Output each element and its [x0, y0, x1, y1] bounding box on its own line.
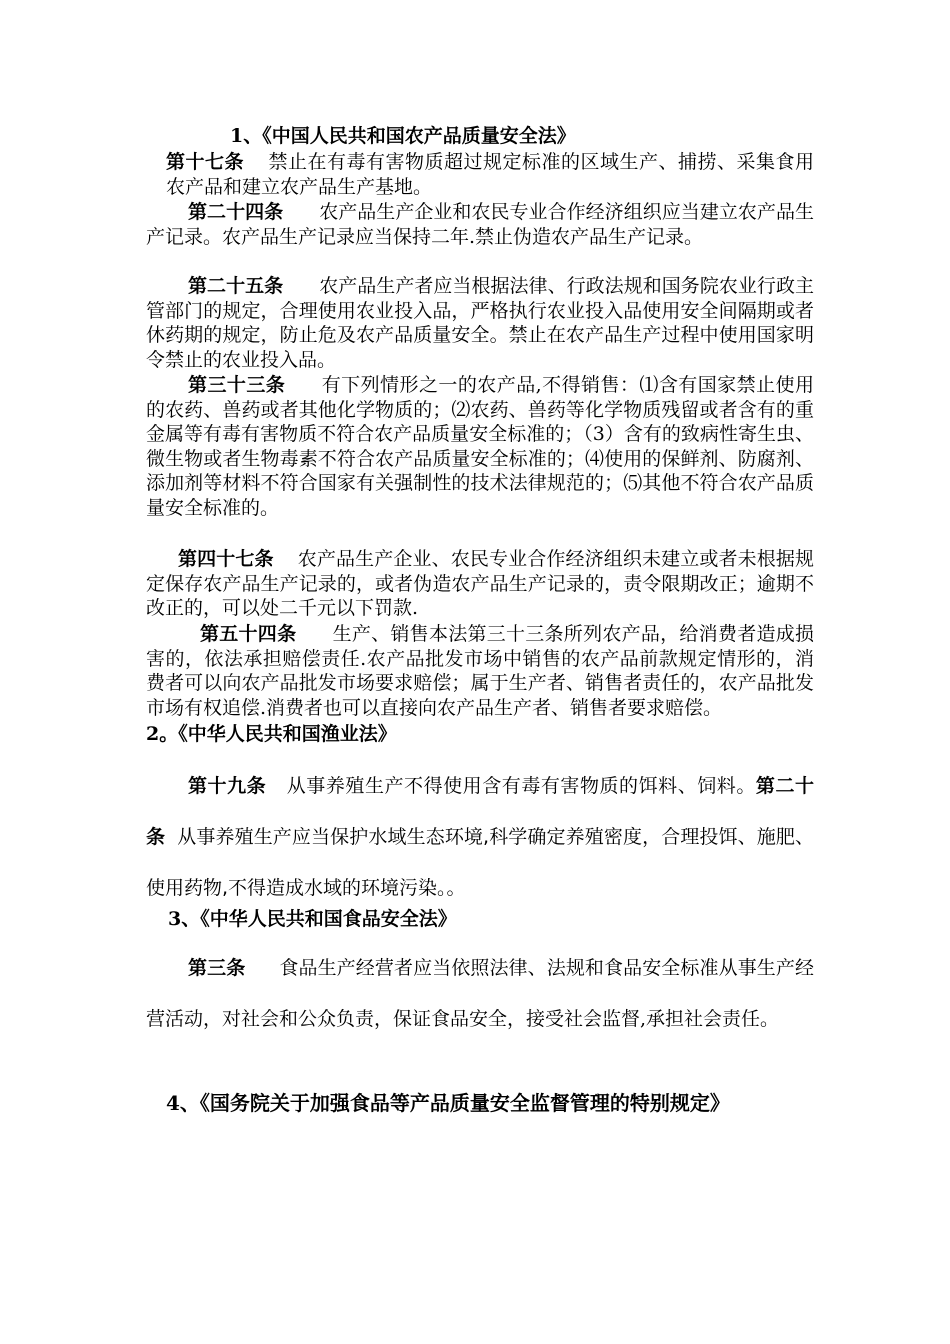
law2-heading: 2。《中华人民共和国渔业法》: [146, 723, 397, 745]
law1-heading: 1、《中国人民共和国农产品质量安全法》: [230, 125, 576, 147]
article-3-text: 食品生产经营者应当依照法律、法规和食品安全标准从事生产经营活动，对社会和公众负责，保证食品安全，接受社会监督,承担社会责任。: [146, 957, 814, 1030]
article-54-title: 第五十四条: [200, 623, 297, 645]
article-24-title: 第二十四条: [188, 201, 284, 223]
article-25-text: 农产品生产者应当根据法律、行政法规和国务院农业行政主管部门的规定，合理使用农业投入品，严格执行农业投入品使用安全间隔期或者休药期的规定，防止危及农产品质量安全。禁止在农产品生产过程中使用国家明令禁止的农业投入品。: [146, 275, 814, 371]
article-25-title: 第二十五条: [188, 275, 284, 297]
law1-article-24: [146, 200, 814, 249]
law1-article-17: [146, 150, 814, 199]
law1-article-33: [146, 373, 814, 520]
law4-heading: 4、《国务院关于加强食品等产品质量安全监督管理的特别规定》: [166, 1091, 730, 1115]
article-17-text: 禁止在有毒有害物质超过规定标准的区域生产、捕捞、采集食用农产品和建立农产品生产基地。: [166, 151, 814, 198]
article-20-title: 第二十条: [146, 775, 814, 848]
law2-articles: [146, 761, 814, 914]
law3-article-3: [146, 943, 814, 1045]
article-54-text: 生产、销售本法第三十三条所列农产品，给消费者造成损害的，依法承担赔偿责任.农产品批发市场中销售的农产品前款规定情形的，消费者可以向农产品批发市场要求赔偿；属于生产者、销售者责任的，农产品批发市场有权追偿.消费者也可以直接向农产品生产者、销售者要求赔偿。: [146, 623, 814, 719]
article-3-title: 第三条: [188, 957, 246, 979]
article-17-title: 第十七条: [166, 151, 244, 173]
article-33-text: 有下列情形之一的农产品,不得销售：⑴含有国家禁止使用的农药、兽药或者其他化学物质的；⑵农药、兽药等化学物质残留或者含有的重金属等有毒有害物质不符合农产品质量安全标准的；（3）含有的致病性寄生虫、微生物或者生物毒素不符合农产品质量安全标准的；⑷使用的保鲜剂、防腐剂、添加剂等材料不符合国家有关强制性的技术法律规范的；⑸其他不符合农产品质量安全标准的。: [146, 374, 814, 519]
article-33-title: 第三十三条: [188, 374, 286, 396]
law1-article-47: [146, 547, 814, 621]
law3-heading: 3、《中华人民共和国食品安全法》: [168, 908, 457, 930]
article-19-text: 从事养殖生产不得使用含有毒有害物质的饵料、饲料。: [286, 775, 756, 797]
article-47-title: 第四十七条: [178, 548, 274, 570]
law1-article-54: [146, 622, 814, 720]
article-20-text: 从事养殖生产应当保护水域生态环境,科学确定养殖密度，合理投饵、施肥、使用药物,不得造成水域的环境污染。。: [146, 826, 814, 899]
article-47-text: 农产品生产企业、农民专业合作经济组织未建立或者未根据规定保存农产品生产记录的，或者伪造农产品生产记录的，责令限期改正；逾期不改正的，可以处二千元以下罚款.: [146, 548, 814, 619]
article-19-title: 第十九条: [188, 775, 267, 797]
law1-article-25: [146, 274, 814, 372]
article-24-text: 农产品生产企业和农民专业合作经济组织应当建立农产品生产记录。农产品生产记录应当保持二年.禁止伪造农产品生产记录。: [146, 201, 814, 248]
